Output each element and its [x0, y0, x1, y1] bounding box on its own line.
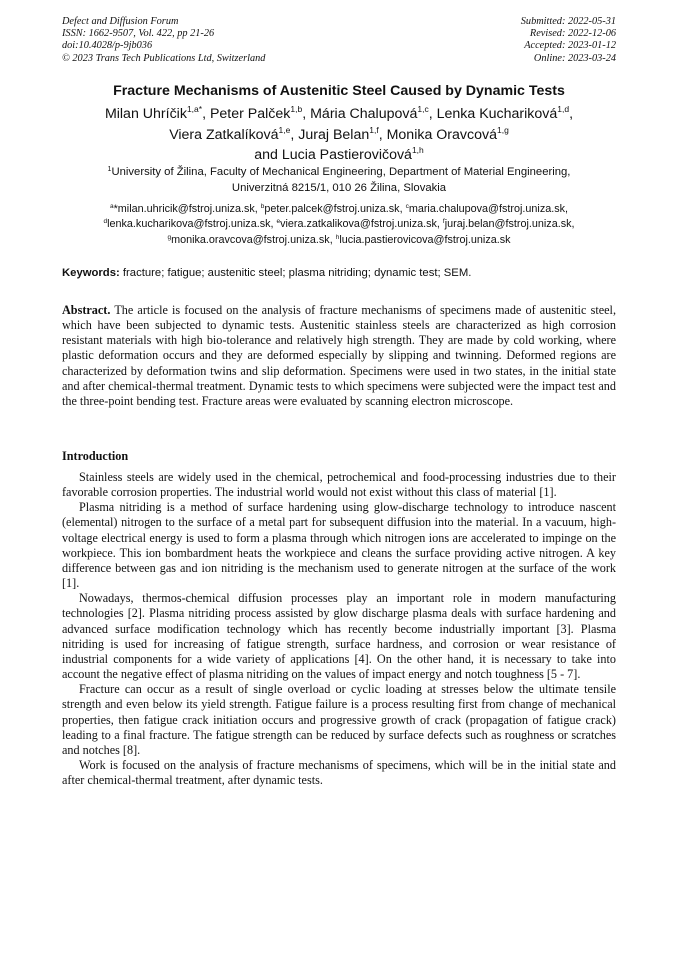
- email-mark: h: [335, 233, 340, 241]
- email-link[interactable]: juraj.belan@fstroj.uniza.sk,: [444, 218, 575, 231]
- author-name: Peter Palček: [209, 106, 291, 122]
- affiliation-line-2: Univerzitná 8215/1, 010 26 Žilina, Slovakia: [231, 181, 447, 194]
- keywords-label: Keywords:: [62, 267, 120, 279]
- email-mark: f: [442, 218, 445, 226]
- email-link[interactable]: peter.palcek@fstroj.uniza.sk,: [264, 203, 403, 215]
- introduction-body: [62, 470, 616, 788]
- email-link[interactable]: viera.zatkalikova@fstroj.uniza.sk,: [280, 218, 440, 231]
- email-mark: d: [103, 218, 108, 226]
- author-affil-mark: 1,e: [278, 124, 291, 135]
- email-mark: e: [276, 218, 281, 226]
- email-link[interactable]: maria.chalupova@fstroj.uniza.sk,: [408, 203, 569, 215]
- abstract-text: The article is focused on the analysis of fracture mechanisms of specimens made of austenitic steel, which have been subjected to dynamic tests. Austenitic stainless steels are characterized as high corrosion resistant materials with high bio-tolerance and relatively high strength. They are made by cold working, where plastic deformation occurs and they are deformed especially by slipping and twinning. Deformed regions are characterized by deformation twins and slip deformation. Specimens were used in two states, in the initial state and after chemical-thermal treatment. Dynamic tests to which specimens were subjected were the impact test and the three-point bending test. Fracture areas were evaluated by scanning electron microscope.: [62, 303, 616, 408]
- author-affil-mark: 1,c: [417, 104, 429, 114]
- journal-issn: ISSN: 1662-9507, Vol. 422, pp 21-26: [62, 28, 215, 40]
- email-mark: g: [167, 233, 172, 241]
- author-list: Milan Uhríčik$^{1,a*}$, Peter Palček$^{1,b}$, Mária Chalupová$^{1,c}$, Lenka Kuchariková$^{1,d}$, Viera Zatkalíková$^{1,e}$, Juraj Belan$^{1,f}$, Monika Oravcová$^{1,g}$ and Lucia Pastierovičová$^{1,h}$: [104, 104, 574, 163]
- paper-title: Fracture Mechanisms of Austenitic Steel Caused by Dynamic Tests: [113, 83, 565, 99]
- paragraph: Nowadays, thermos-chemical diffusion processes play an important role in modern manufacturing technologies [2]. Plasma nitriding process assisted by glow discharge plasma deals with surface hardening and advanced surface modification technology which has recently become industrially important [3]. Plasma nitriding is used for increasing of fatigue strength, surface hardness, and corrosion or wear resistance of industrial components for a wide variety of applications [4]. On the other hand, it is necessary to take into account the negative effect of plasma nitriding on the values of impact energy and notch toughness [5 - 7].: [62, 591, 616, 682]
- author-name: Lenka Kuchariková: [436, 106, 558, 122]
- abstract-label: Abstract.: [62, 303, 111, 317]
- author-name: Viera Zatkalíková: [169, 126, 279, 143]
- affiliation: [50, 165, 628, 196]
- email-link[interactable]: *milan.uhricik@fstroj.uniza.sk,: [113, 203, 258, 215]
- authors-and: and: [254, 147, 278, 163]
- abstract: [62, 303, 616, 409]
- date-revised: Revised: 2022-12-06: [529, 28, 616, 40]
- author-name: Lucia Pastierovičová: [281, 147, 412, 163]
- date-accepted: Accepted: 2023-01-12: [524, 40, 616, 52]
- author-name: Mária Chalupová: [310, 106, 418, 122]
- date-online: Online: 2023-03-24: [533, 52, 616, 64]
- author-affil-mark: 1,d: [557, 104, 570, 114]
- journal-doi: doi:10.4028/p-9jb036: [62, 40, 153, 52]
- paragraph: Work is focused on the analysis of fracture mechanisms of specimens, which will be in the initial state and after chemical-thermal treatment, after dynamic tests.: [62, 757, 616, 788]
- email-link[interactable]: lucia.pastierovicova@fstroj.uniza.sk: [339, 233, 511, 246]
- author-affil-mark: 1,f: [369, 124, 379, 135]
- keywords-text: fracture; fatigue; austenitic steel; plasma nitriding; dynamic test; SEM.: [122, 267, 472, 279]
- author-affil-mark: 1,h: [411, 145, 424, 155]
- email-link[interactable]: monika.oravcova@fstroj.uniza.sk,: [171, 233, 333, 246]
- journal-header: [62, 16, 616, 65]
- email-mark: a: [109, 203, 114, 210]
- author-emails: [40, 202, 638, 248]
- author-name: Monika Oravcová: [386, 126, 497, 143]
- author-affil-mark: 1,b: [290, 104, 303, 114]
- journal-info: [62, 16, 265, 65]
- journal-copyright: © 2023 Trans Tech Publications Ltd, Switzerland: [62, 52, 266, 64]
- keywords: [62, 267, 616, 279]
- author-affil-mark: 1,g: [496, 124, 509, 135]
- section-heading: Introduction: [62, 449, 129, 463]
- author-affil-mark: 1,a*: [186, 104, 203, 114]
- email-mark: c: [405, 203, 409, 210]
- author-name: Juraj Belan: [298, 126, 370, 143]
- paragraph: Stainless steels are widely used in the chemical, petrochemical and food-processing industries due to their favorable corrosion properties. The industrial world would not exist without this class of material [1].: [62, 470, 616, 500]
- journal-name: Defect and Diffusion Forum: [62, 16, 179, 27]
- email-mark: b: [260, 203, 265, 210]
- affiliation-mark: 1: [107, 166, 112, 173]
- date-submitted: Submitted: 2022-05-31: [520, 16, 616, 27]
- paragraph: Plasma nitriding is a method of surface hardening using glow-discharge technology to introduce nascent (elemental) nitrogen to the surface of a metal part for subsequent diffusion into the material. In a vacuum, high-voltage electrical energy is used to form a plasma through which nitrogen ions are accelerated to impinge on the workpiece. This ion bombardment heats the workpiece and cleans the surface providing active nitrogen. A key difference between gas and ion nitriding is the mechanism used to generate nitrogen at the surface of the work [1].: [62, 500, 616, 591]
- affiliation-line-1: University of Žilina, Faculty of Mechanical Engineering, Department of Material Engineering,: [111, 166, 571, 178]
- submission-dates: [521, 16, 616, 65]
- author-name: Milan Uhríčik: [104, 106, 187, 122]
- paragraph: Fracture can occur as a result of single overload or cyclic loading at stresses below the ultimate tensile strength and even below its yield strength. Fatigue failure is a process resulting first from change of mechanical properties, then fatigue crack initiation occurs and progressive growth of crack (propagation of fatigue crack) leading to a final fracture. The fatigue strength can be reduced by surface defects such as roughness or scratches and notches [8].: [62, 682, 616, 757]
- email-link[interactable]: lenka.kucharikova@fstroj.uniza.sk,: [107, 218, 274, 231]
